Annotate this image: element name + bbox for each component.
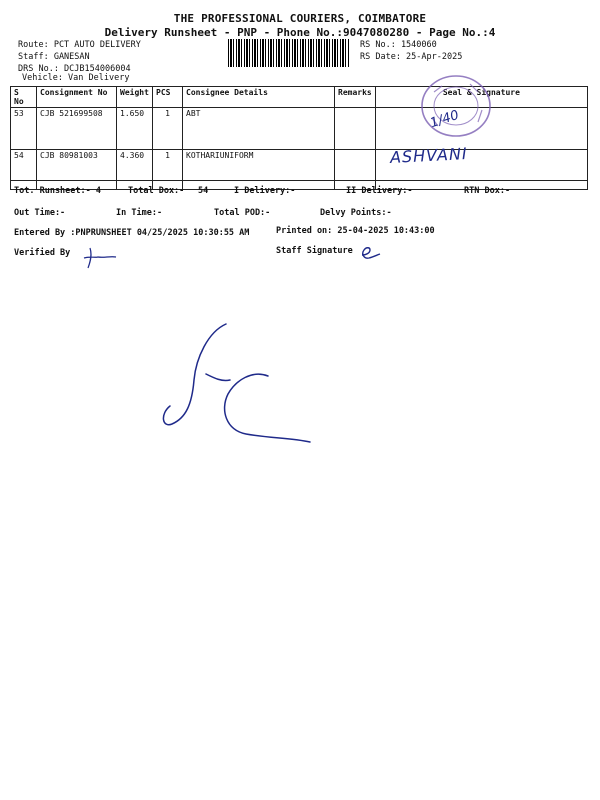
col-header-signature: Seal & Signature (375, 87, 587, 108)
row2-signature: ASHVANI (389, 143, 469, 168)
cell-remarks (335, 108, 376, 150)
large-signature-icon (158, 318, 318, 450)
total-pod: Total POD:- (214, 208, 271, 218)
cell-weight: 1.650 (117, 108, 153, 150)
table-row (11, 150, 588, 190)
seal-stamp-icon (412, 72, 496, 140)
rs-date: RS Date: 25-Apr-2025 (360, 52, 463, 62)
col-header-weight: Weight (117, 87, 153, 108)
route-label: Route: PCT AUTO DELIVERY (18, 40, 141, 50)
row1-signature: 1/40 (428, 107, 461, 132)
barcode-image (228, 39, 350, 67)
col-header-consignment: Consignment No (37, 87, 117, 108)
rtn-dox: RTN Dox:- (464, 186, 511, 196)
staff-label: Staff: GANESAN (18, 52, 90, 62)
total-dox-label: Total Dox:- (128, 186, 185, 196)
rs-number: RS No.: 1540060 (360, 40, 437, 50)
verified-initials-icon (80, 246, 120, 270)
ii-delivery: II Delivery:- (346, 186, 413, 196)
col-header-sno: S No (11, 87, 37, 108)
col-header-remarks: Remarks (335, 87, 376, 108)
verified-by-label: Verified By (14, 248, 71, 258)
tot-runsheet: Tot. Runsheet:- 4 (14, 186, 101, 196)
drs-label: DRS No.: DCJB154006004 (18, 64, 131, 74)
col-header-consignee: Consignee Details (183, 87, 335, 108)
staff-initial-icon (358, 244, 384, 262)
cell-consignment: CJB 521699508 (37, 108, 117, 150)
cell-consignee: KOTHARIUNIFORM (183, 150, 335, 190)
total-dox-value: 54 (198, 186, 209, 196)
col-header-pcs: PCS (153, 87, 183, 108)
cell-remarks (335, 150, 376, 190)
out-time: Out Time:- (14, 208, 66, 218)
in-time: In Time:- (116, 208, 163, 218)
cell-sno: 54 (11, 150, 37, 190)
delvy-points: Delvy Points:- (320, 208, 392, 218)
table-row (11, 108, 588, 150)
company-title: THE PROFESSIONAL COURIERS, COIMBATORE (173, 12, 427, 25)
i-delivery: I Delivery:- (234, 186, 296, 196)
cell-pcs: 1 (153, 150, 183, 190)
staff-signature-label: Staff Signature (276, 246, 353, 256)
summary-divider (10, 180, 588, 181)
cell-consignee: ABT (183, 108, 335, 150)
runsheet-table (10, 86, 588, 190)
printed-on: Printed on: 25-04-2025 10:43:00 (276, 226, 435, 236)
cell-pcs: 1 (153, 108, 183, 150)
cell-consignment: CJB 80981003 (37, 150, 117, 190)
table-header-row (11, 87, 588, 108)
cell-weight: 4.360 (117, 150, 153, 190)
vehicle-label: Vehicle: Van Delivery (22, 73, 130, 83)
runsheet-subtitle: Delivery Runsheet - PNP - Phone No.:9047080280 - Page No.:4 (104, 26, 496, 39)
cell-sno: 53 (11, 108, 37, 150)
entered-by: Entered By :PNPRUNSHEET 04/25/2025 10:30:55 AM (14, 228, 250, 238)
